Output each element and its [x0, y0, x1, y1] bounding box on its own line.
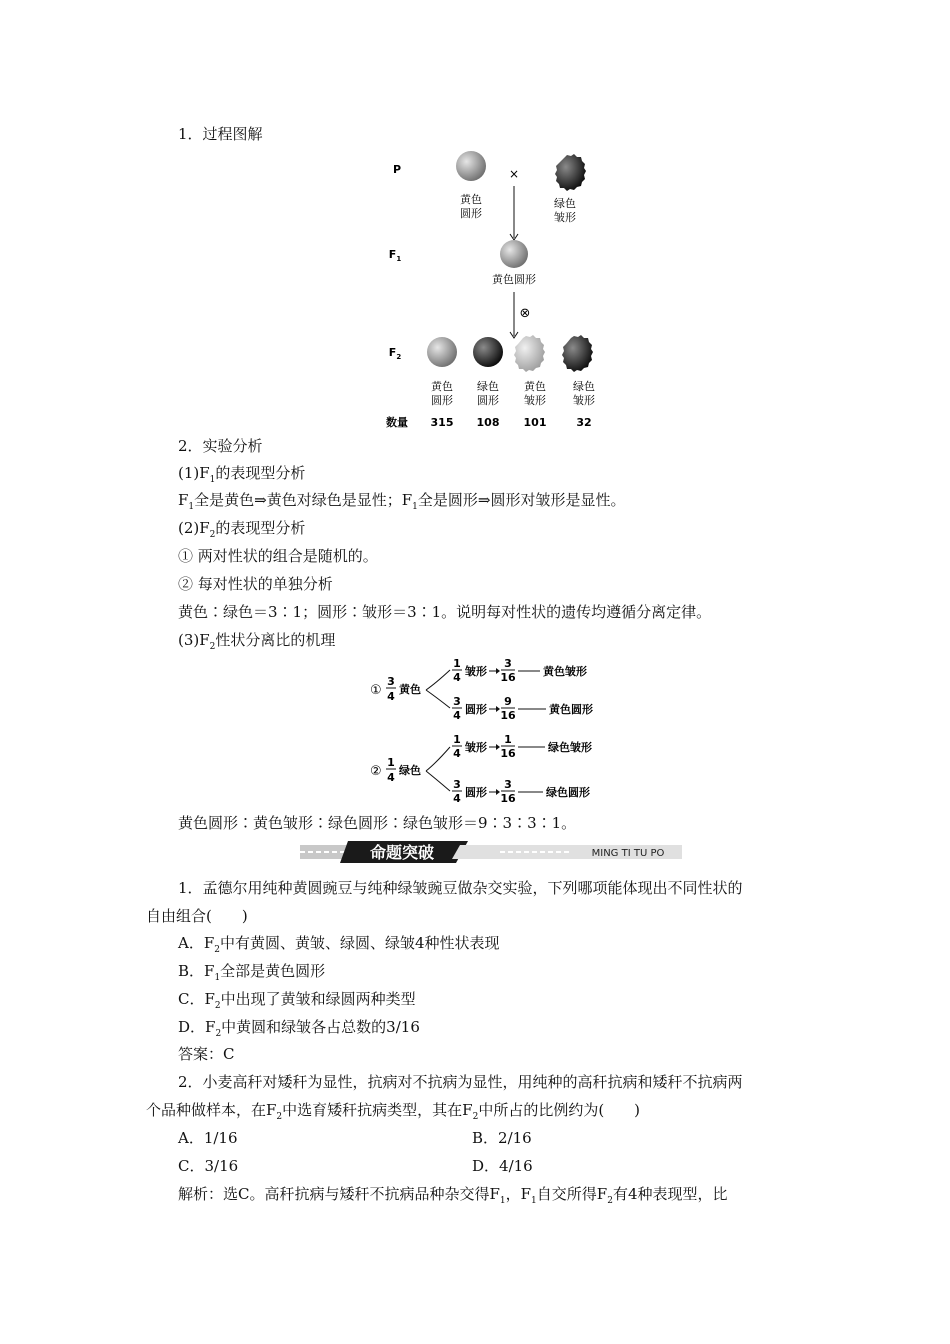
f2-count: 315 — [430, 416, 454, 429]
f2-point-2: ② 每对性状的单独分析 — [178, 575, 333, 593]
pea-f2-green-wrinkled — [562, 335, 593, 372]
frac-num: 3 — [453, 778, 461, 791]
frac-den: 4 — [387, 771, 395, 784]
frac-den: 16 — [500, 792, 516, 805]
f2-point-1: ① 两对性状的组合是随机的。 — [178, 547, 378, 565]
self-cross-symbol: ⊗ — [519, 306, 531, 321]
frac-den: 16 — [500, 709, 516, 722]
label-f1: $F_1$ — [388, 248, 402, 263]
count-label: 数量 — [386, 416, 408, 429]
f2-count: 108 — [476, 416, 500, 429]
q2-option-d: D．4/16 — [472, 1157, 533, 1175]
branch-result: 黄色皱形 — [543, 665, 587, 678]
q1-answer: 答案：C — [178, 1045, 235, 1063]
parent-right-line2: 皱形 — [554, 211, 576, 224]
q1-option-b: B．$F_1$全部是黄色圆形 — [178, 962, 326, 983]
branch-result: 黄色圆形 — [549, 703, 593, 716]
parent-left-line2: 圆形 — [460, 207, 482, 220]
frac-num: 3 — [387, 675, 395, 688]
pea-f1-yellow-round — [500, 240, 528, 268]
circle-number: ② — [370, 764, 382, 779]
f2-label-line2: 皱形 — [524, 394, 546, 407]
q1-option-a: A．$F_2$中有黄圆、黄皱、绿圆、绿皱4种性状表现 — [178, 934, 500, 955]
pea-green-wrinkled — [555, 154, 586, 191]
q2-option-a: A．1/16 — [178, 1129, 238, 1147]
q1-option-d: D．$F_2$中黄圆和绿皱各占总数的3/16 — [178, 1018, 420, 1039]
f1-analysis-text: $F_1$全是黄色⇒黄色对绿色是显性；$F_1$全是圆形⇒圆形对皱形是显性。 — [178, 491, 626, 512]
f2-count: 32 — [576, 416, 592, 429]
f2-label-line2: 圆形 — [431, 394, 453, 407]
frac-den: 4 — [453, 709, 461, 722]
subheading-mechanism: $(3)F_2$性状分离比的机理 — [178, 631, 336, 652]
q2-option-b: B．2/16 — [472, 1129, 532, 1147]
cross-symbol: × — [508, 167, 520, 181]
circle-number: ① — [370, 683, 382, 698]
pea-f2-yellow-wrinkled — [514, 335, 545, 372]
subheading-f1: $(1)F_1$的表现型分析 — [178, 464, 306, 485]
frac-num: 1 — [504, 733, 512, 746]
banner-title: 命题突破 — [369, 843, 435, 862]
frac-den: 16 — [500, 671, 516, 684]
f1-phenotype: 黄色圆形 — [492, 273, 536, 286]
q1-stem-line2: 自由组合( ) — [146, 907, 248, 925]
frac-num: 1 — [387, 756, 395, 769]
frac-den: 4 — [453, 747, 461, 760]
f2-label-line1: 黄色 — [431, 380, 453, 393]
label-f2: $F_2$ — [388, 346, 402, 361]
frac-den: 4 — [387, 690, 395, 703]
ratio-summary: 黄色圆形∶黄色皱形∶绿色圆形∶绿色皱形＝9∶3∶3∶1。 — [178, 814, 577, 832]
frac-den: 4 — [453, 671, 461, 684]
q2-stem-line2: 个品种做样本，在$F_2$中选育矮秆抗病类型，其在$F_2$中所占的比例约为( ) — [146, 1101, 641, 1122]
f2-label-line2: 皱形 — [573, 394, 595, 407]
frac-num: 1 — [453, 657, 461, 670]
q2-explanation: 解析：选C。高秆抗病与矮秆不抗病品种杂交得$F_1$，$F_1$自交所得$F_2$有4种表现型，比 — [178, 1185, 728, 1206]
parent-right-line1: 绿色 — [554, 197, 576, 210]
pea-f2-yellow-round — [427, 337, 457, 367]
section-banner — [300, 841, 682, 863]
q2-option-c: C．3/16 — [178, 1157, 239, 1175]
banner-pinyin: MING TI TU PO — [591, 848, 665, 859]
subheading-f2: $(2)F_2$的表现型分析 — [178, 519, 306, 540]
cross-diagram — [375, 140, 615, 435]
q2-stem-line1: 2．小麦高秆对矮秆为显性，抗病对不抗病为显性，用纯种的高秆抗病和矮秆不抗病两 — [178, 1073, 743, 1091]
f2-label-line2: 圆形 — [477, 394, 499, 407]
trait-label: 绿色 — [399, 764, 421, 777]
branch-result: 绿色皱形 — [548, 741, 592, 754]
mechanism-diagram — [370, 655, 620, 807]
f2-point-3: 黄色∶绿色＝3∶1；圆形∶皱形＝3∶1。说明每对性状的遗传均遵循分离定律。 — [178, 603, 712, 621]
branch-trait: 皱形 — [465, 665, 487, 678]
frac-num: 3 — [504, 657, 512, 670]
parent-left-line1: 黄色 — [460, 193, 482, 206]
f2-label-line1: 黄色 — [524, 380, 546, 393]
section-heading-process: 1．过程图解 — [178, 125, 263, 143]
branch-trait: 圆形 — [465, 786, 487, 799]
label-p: P — [392, 163, 402, 176]
frac-num: 3 — [504, 778, 512, 791]
q1-stem-line1: 1．孟德尔用纯种黄圆豌豆与纯种绿皱豌豆做杂交实验，下列哪项能体现出不同性状的 — [178, 879, 743, 897]
frac-den: 4 — [453, 792, 461, 805]
q1-option-c: C．$F_2$中出现了黄皱和绿圆两种类型 — [178, 990, 416, 1011]
section-heading-analysis: 2．实验分析 — [178, 437, 263, 455]
branch-trait: 圆形 — [465, 703, 487, 716]
branch-trait: 皱形 — [465, 741, 487, 754]
f2-label-line1: 绿色 — [477, 380, 499, 393]
f2-label-line1: 绿色 — [573, 380, 595, 393]
frac-num: 9 — [504, 695, 512, 708]
trait-label: 黄色 — [399, 683, 421, 696]
pea-f2-green-round — [473, 337, 503, 367]
frac-den: 16 — [500, 747, 516, 760]
frac-num: 3 — [453, 695, 461, 708]
f2-count: 101 — [523, 416, 547, 429]
frac-num: 1 — [453, 733, 461, 746]
pea-yellow-round — [456, 151, 486, 181]
branch-result: 绿色圆形 — [546, 786, 590, 799]
